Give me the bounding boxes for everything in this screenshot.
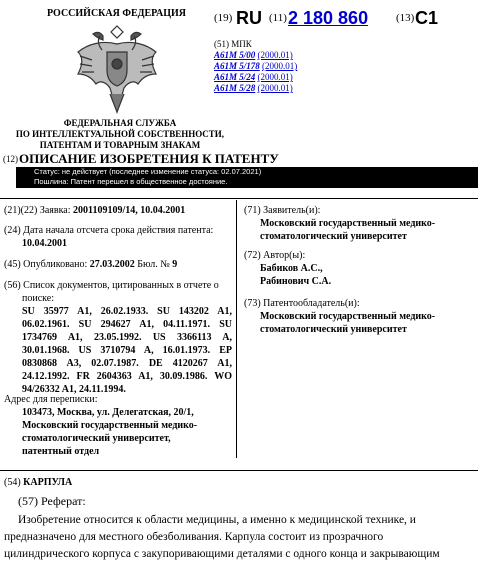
- code-11: (11): [269, 12, 287, 24]
- patent-number-link[interactable]: 2 180 860: [288, 8, 369, 28]
- coat-of-arms-emblem: [72, 22, 162, 118]
- published-field: (45) Опубликовано: 27.03.2002 Бюл. № 9: [4, 259, 178, 270]
- code-12: (12): [3, 154, 18, 164]
- ipc-entry[interactable]: A61M 5/24 (2000.01): [214, 72, 293, 82]
- authors-field: (72) Автор(ы): Бабиков А.С., Рабинович С.А.: [244, 250, 332, 287]
- references-field: (56) Список документов, цитированных в отчете о поиске: SU 35977 A1, 26.02.1933. SU 143202 A1, 06.02.1961. SU 294627 A1, 04.11.1971. SU 1734769 A1, 23.05.1992. US 3366113 A, 30.01.1968. US 3710794 A, 16.01.1973. EP 0830868 A3, 02.07.1987. DE 4120267 A1, 24.12.1992. FR 2604363 A1, 30.09.1986. WO 94/26332 A1, 24.11.1994.: [4, 280, 232, 395]
- divider: [0, 470, 478, 471]
- column-divider: [236, 200, 237, 458]
- ipc-entry[interactable]: A61M 5/28 (2000.01): [214, 83, 293, 93]
- start-date-field: (24) Дата начала отсчета срока действия патента: 10.04.2001: [4, 225, 214, 249]
- country-code: RU: [236, 8, 262, 28]
- address-field: Адрес для переписки: 103473, Москва, ул. Делегатская, 20/1, Московский государственный медико- стоматологический университет, патентный отдел: [4, 394, 198, 457]
- fee-line: Пошлина: Патент перешел в общественное достояние.: [34, 177, 228, 186]
- document-title: ОПИСАНИЕ ИЗОБРЕТЕНИЯ К ПАТЕНТУ: [19, 151, 279, 166]
- patent-holder-field: (73) Патентообладатель(и): Московский государственный медико- стоматологический университет: [244, 298, 436, 335]
- country-name: РОССИЙСКАЯ ФЕДЕРАЦИЯ: [47, 8, 187, 19]
- code-19: (19): [214, 12, 233, 24]
- status-line: Статус: не действует (последнее изменение статуса: 02.07.2021): [34, 167, 262, 176]
- invention-title: (54) КАРПУЛА: [4, 477, 73, 488]
- code-13: (13): [396, 12, 415, 24]
- agency-name: ФЕДЕРАЛЬНАЯ СЛУЖБА ПО ИНТЕЛЛЕКТУАЛЬНОЙ СОБСТВЕННОСТИ, ПАТЕНТАМ И ТОВАРНЫМ ЗНАКАМ: [15, 118, 225, 150]
- divider: [236, 198, 478, 199]
- abstract-label: (57) Реферат:: [18, 494, 86, 508]
- divider: [0, 198, 236, 199]
- ipc-entry[interactable]: A61M 5/178 (2000.01): [214, 61, 298, 71]
- ipc-list: [214, 50, 297, 94]
- applicant-field: (71) Заявитель(и): Московский государственный медико- стоматологический университет: [244, 205, 436, 242]
- abstract-text: Изобретение относится к области медицины, а именно к медицинской технике, и предназначено для местного обезболивания. Карпула состоит из прозрачного цилиндрического корпуса с закупоривающими деталями с одного конца и закрывающим: [4, 514, 440, 560]
- ipc-label: (51) МПК: [214, 39, 252, 49]
- ipc-entry[interactable]: A61M 5/00 (2000.01): [214, 50, 293, 60]
- kind-code: C1: [415, 8, 439, 28]
- application-field: (21)(22) Заявка: 2001109109/14, 10.04.2001: [4, 205, 186, 216]
- status-bar: [16, 167, 478, 188]
